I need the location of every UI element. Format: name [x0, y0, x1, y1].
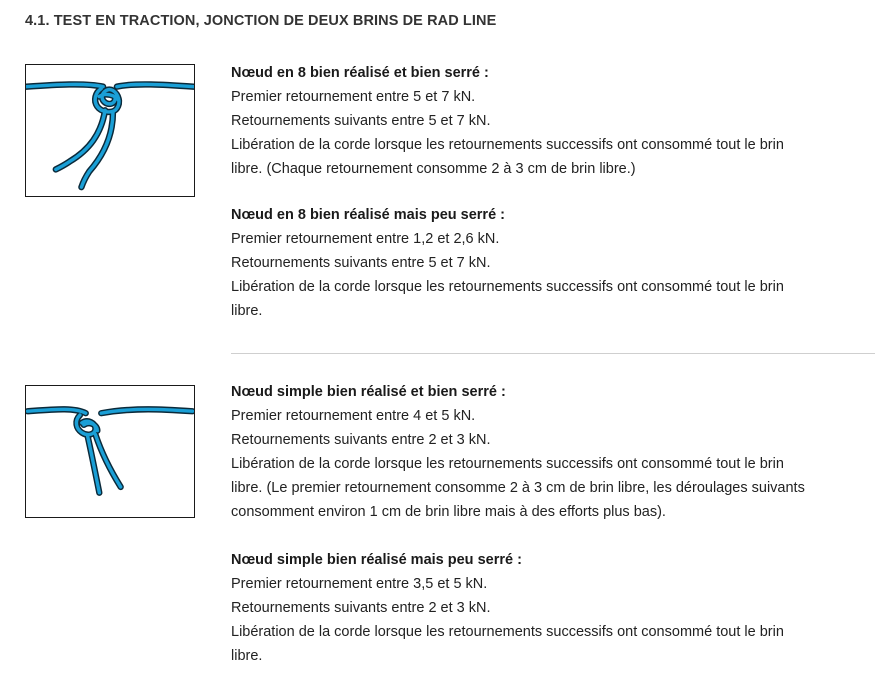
case-heading: Nœud simple bien réalisé et bien serré :	[231, 384, 506, 400]
overhand-knot-illustration	[25, 385, 195, 518]
case-line: Retournements suivants entre 2 et 3 kN.	[231, 432, 491, 448]
section-title: 4.1. TEST EN TRACTION, JONCTION DE DEUX BRINS DE RAD LINE	[25, 13, 497, 29]
case-line: Retournements suivants entre 5 et 7 kN.	[231, 113, 491, 129]
section-divider	[231, 353, 875, 354]
case-line: libre. (Chaque retournement consomme 2 à 3 cm de brin libre.)	[231, 161, 636, 177]
case-figure-eight-tight	[231, 61, 871, 181]
case-line: Libération de la corde lorsque les retournements successifs ont consommé tout le brin	[231, 456, 784, 472]
case-line: Libération de la corde lorsque les retournements successifs ont consommé tout le brin	[231, 137, 784, 153]
case-heading: Nœud en 8 bien réalisé et bien serré :	[231, 65, 489, 81]
case-line: Retournements suivants entre 5 et 7 kN.	[231, 255, 491, 271]
case-heading: Nœud simple bien réalisé mais peu serré :	[231, 552, 522, 568]
case-heading: Nœud en 8 bien réalisé mais peu serré :	[231, 207, 505, 223]
case-line: Premier retournement entre 1,2 et 2,6 kN.	[231, 231, 500, 247]
case-overhand-loose	[231, 548, 871, 668]
overhand-knot-icon	[26, 386, 194, 517]
case-line: libre.	[231, 303, 263, 319]
case-figure-eight-loose	[231, 203, 871, 323]
case-line: Libération de la corde lorsque les retournements successifs ont consommé tout le brin	[231, 624, 784, 640]
figure-eight-knot-icon	[26, 65, 194, 196]
case-line: consomment environ 1 cm de brin libre mais à des efforts plus bas).	[231, 504, 666, 520]
case-overhand-tight	[231, 380, 871, 524]
case-line: Libération de la corde lorsque les retournements successifs ont consommé tout le brin	[231, 279, 784, 295]
figure-eight-knot-illustration	[25, 64, 195, 197]
case-line: libre. (Le premier retournement consomme 2 à 3 cm de brin libre, les déroulages suivants	[231, 480, 805, 496]
case-line: Premier retournement entre 4 et 5 kN.	[231, 408, 476, 424]
case-line: libre.	[231, 648, 263, 664]
case-line: Premier retournement entre 5 et 7 kN.	[231, 89, 476, 105]
case-line: Premier retournement entre 3,5 et 5 kN.	[231, 576, 488, 592]
case-line: Retournements suivants entre 2 et 3 kN.	[231, 600, 491, 616]
